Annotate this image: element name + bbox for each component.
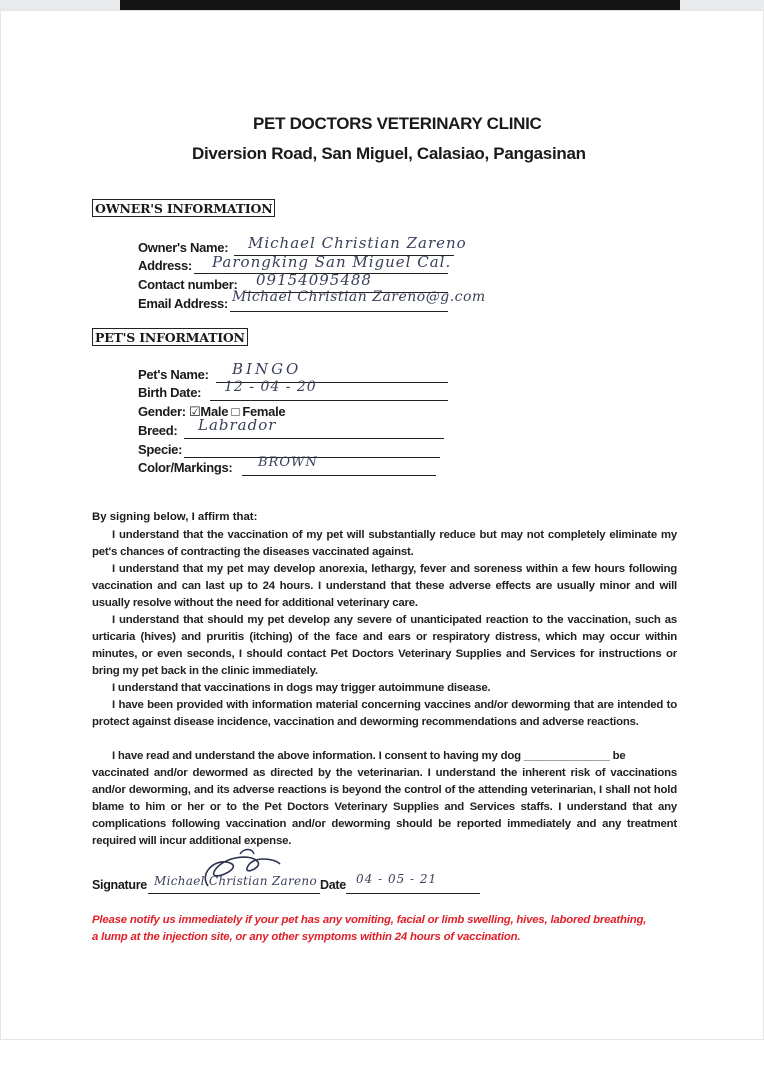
pet-color-label: Color/Markings: — [138, 460, 233, 475]
clinic-name: PET DOCTORS VETERINARY CLINIC — [253, 114, 542, 133]
affirmation-heading: By signing below, I affirm that: — [92, 511, 258, 523]
female-option: Female — [242, 404, 286, 419]
pet-breed-label: Breed: — [138, 423, 178, 438]
pet-breed-line — [184, 438, 444, 439]
scan-bottom-margin — [0, 1040, 764, 1080]
female-checkbox: □ — [231, 404, 239, 419]
affirmation-paragraph-6: vaccinated and/or dewormed as directed by the veterinarian. I understand the inherent risk of vaccinations and/or deworming, and its adverse reactions is beyond the control of the attending veterinarian, I shall not hold blame to him or her or to the Pet Doctors Veterinary Supplies and Services staffs. I understand that any complications following vaccination and/or deworming should be reported immediately and any treatment required will incur additional expense. — [92, 767, 677, 847]
date-line — [346, 893, 480, 894]
pet-section-heading: PET'S INFORMATION — [92, 328, 248, 346]
owner-contact-label: Contact number: — [138, 277, 238, 292]
owner-name-label: Owner's Name: — [138, 240, 229, 255]
owner-address-value: Parongking San Miguel Cal. — [212, 253, 452, 271]
pet-birth-label: Birth Date: — [138, 385, 202, 400]
owner-section-heading: OWNER'S INFORMATION — [92, 199, 275, 217]
pet-breed-value: Labrador — [198, 416, 277, 434]
scan-edge-shadow — [120, 0, 680, 10]
pet-birth-line — [210, 400, 448, 401]
male-option: Male — [200, 404, 229, 419]
pet-birth-value: 12 - 04 - 20 — [224, 379, 317, 395]
owner-email-value: Michael Christian Zareno@g.com — [232, 289, 486, 305]
affirmation-paragraph-2: I understand that my pet may develop anorexia, lethargy, fever and soreness within a few hours following vaccination and can last up to 24 hours. I understand that these adverse effects are usually minor and will usually resolve without the need for additional veterinary care. — [92, 563, 677, 609]
affirmation-paragraph-6-line-1: I have read and understand the above information. I consent to having my dog ______________ be — [112, 750, 626, 762]
owner-email-line — [230, 311, 448, 312]
affirmation-paragraph-5: I have been provided with information material concerning vaccines and/or deworming that are intended to protect against disease incidence, vaccination and deworming recommendations and adverse reactions. — [92, 699, 677, 728]
pet-gender-label: Gender: — [138, 404, 186, 419]
male-checkbox: ☑ — [189, 404, 201, 419]
consent-form-page — [0, 10, 764, 1040]
signature-label: Signature — [92, 878, 147, 892]
affirmation-paragraph-3: I understand that should my pet develop any severe of unanticipated reaction to the vaccination, such as urticaria (hives) and pruritis (itching) of the face and ears or respiratory distress, which may occur within minutes, or even seconds, I should contact Pet Doctors Veterinary Supplies and Services for instructions or bring my pet back in the clinic immediately. — [92, 614, 677, 677]
affirmation-paragraph-1: I understand that the vaccination of my pet will substantially reduce but may not completely eliminate my pet's chances of contracting the diseases vaccinated against. — [92, 529, 677, 558]
pet-color-value: BROWN — [258, 455, 318, 470]
owner-email-label: Email Address: — [138, 296, 228, 311]
pet-name-value: BINGO — [232, 360, 302, 378]
date-label: Date — [320, 878, 346, 892]
affirmation-paragraph-4: I understand that vaccinations in dogs may trigger autoimmune disease. — [112, 682, 491, 694]
pet-color-line — [242, 475, 436, 476]
pet-name-label: Pet's Name: — [138, 367, 209, 382]
pet-specie-label: Specie: — [138, 442, 183, 457]
signature-value: Michael Christian Zareno — [154, 874, 317, 888]
owner-address-label: Address: — [138, 258, 192, 273]
signature-line — [148, 893, 320, 894]
vaccination-notice: Please notify us immediately if your pet has any vomiting, facial or limb swelling, hives, labored breathing, a lump at the injection site, or any other symptoms within 24 hours of vaccination. — [92, 914, 647, 943]
owner-name-value: Michael Christian Zareno — [248, 234, 467, 252]
clinic-address: Diversion Road, San Miguel, Calasiao, Pangasinan — [192, 144, 586, 163]
date-value: 04 - 05 - 21 — [356, 872, 438, 886]
owner-contact-value: 09154095488 — [256, 271, 372, 289]
